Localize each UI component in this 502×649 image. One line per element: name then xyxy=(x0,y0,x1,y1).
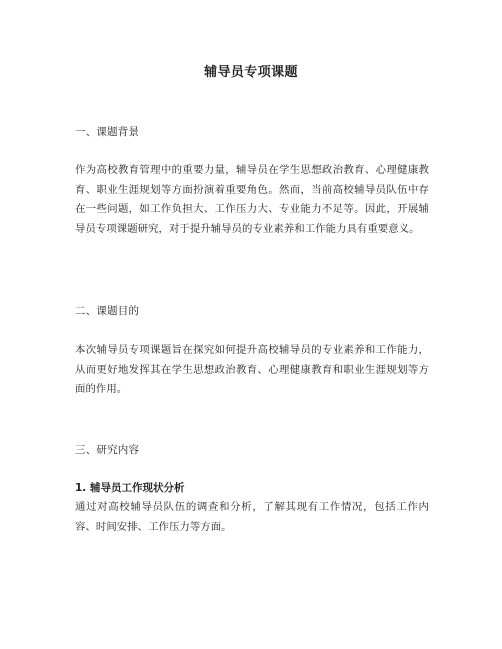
subsection-heading-status-analysis: 1. 辅导员工作现状分析 xyxy=(75,482,185,494)
document-title: 辅导员专项课题 xyxy=(204,65,298,80)
subsection-paragraph-status-analysis: 通过对高校辅导员队伍的调查和分析，了解其现有工作情况，包括工作内容、时间安排、工作压力等方面。 xyxy=(75,501,429,533)
section-paragraph-purpose: 本次辅导员专项课题旨在探究如何提升高校辅导员的专业素养和工作能力，从而更好地发挥其在学生思想政治教育、心理健康教育和职业生涯规划等方面的作用。 xyxy=(75,344,429,396)
section-heading-purpose: 二、课题目的 xyxy=(75,305,140,317)
section-heading-research-content: 三、研究内容 xyxy=(75,444,140,456)
section-paragraph-background: 作为高校教育管理中的重要力量，辅导员在学生思想政治教育、心理健康教育、职业生涯规划等方面扮演着重要角色。然而，当前高校辅导员队伍中存在一些问题，如工作负担大、工作压力大、专业能力不足等。因此，开展辅导员专项课题研究，对于提升辅导员的专业素养和工作能力具有重要意义。 xyxy=(75,164,429,235)
section-heading-background: 一、课题背景 xyxy=(75,126,140,138)
